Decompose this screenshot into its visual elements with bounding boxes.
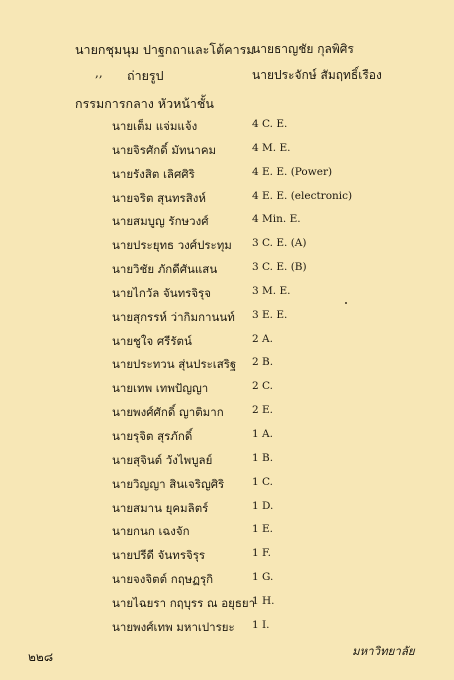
member-row <box>0 380 454 404</box>
member-class: 1 I. <box>252 618 270 631</box>
member-row <box>0 595 454 619</box>
member-name: นายวิชัย ภักดีศันแสน <box>112 262 218 277</box>
member-row <box>0 237 454 261</box>
member-name: นายชูใจ ศรีรัตน์ <box>112 333 192 348</box>
member-class: 1 A. <box>252 427 273 440</box>
member-class: 4 E. E. (electronic) <box>252 189 353 202</box>
header-row-photography <box>0 66 454 86</box>
header-activity-label: นายกชุมนุม ปาฐกถาและโต้คารม <box>75 42 255 57</box>
member-row <box>0 619 454 643</box>
member-class: 3 M. E. <box>252 284 291 297</box>
member-class: 1 B. <box>252 451 274 464</box>
header-row-activities <box>0 40 454 60</box>
member-name: นายประยุทธ วงศ์ประทุม <box>112 238 232 253</box>
member-row <box>0 166 454 190</box>
member-class: 1 F. <box>252 547 272 560</box>
member-row <box>0 285 454 309</box>
member-row <box>0 333 454 357</box>
member-class: 2 A. <box>252 332 273 345</box>
member-row <box>0 190 454 214</box>
member-name: นายสุกรรห์ ว่ากิมกานนท์ <box>112 309 235 324</box>
member-name: นายไฉยรา กฤบุรร ณ อยุธยา <box>112 595 256 610</box>
member-class: 3 E. E. <box>252 308 288 321</box>
member-row <box>0 213 454 237</box>
member-list <box>0 118 454 643</box>
member-name: นายสมบูญ รักษวงศ์ <box>112 214 209 229</box>
member-class: 4 M. E. <box>252 141 291 154</box>
member-row <box>0 476 454 500</box>
member-row <box>0 356 454 380</box>
member-name: นายปรีดี จันทรจิรุร <box>112 548 206 563</box>
paper-speck <box>345 302 347 304</box>
member-class: 3 C. E. (B) <box>252 261 307 274</box>
member-row <box>0 547 454 571</box>
member-name: นายประทวน สุ่นประเสริฐ <box>112 357 237 372</box>
member-name: นายพงศ์เทพ มหาเปารยะ <box>112 619 235 634</box>
member-class: 1 G. <box>252 571 274 584</box>
member-row <box>0 118 454 142</box>
member-name: นายเทพ เทพปัญญา <box>112 381 209 396</box>
member-name: นายสมาน ยุคมลิตร์ <box>112 500 209 515</box>
header-activity-person: นายธาญชัย กุลพิศิร <box>252 42 354 56</box>
member-class: 2 B. <box>252 356 274 369</box>
member-class: 1 E. <box>252 523 274 536</box>
member-row <box>0 571 454 595</box>
member-row <box>0 261 454 285</box>
member-class: 1 H. <box>252 594 275 607</box>
member-name: นายกนก เฉงจัก <box>112 524 190 539</box>
member-class: 4 Min. E. <box>252 213 301 226</box>
member-name: นายวิญญา สินเจริญศิริ <box>112 476 225 491</box>
member-name: นายจริต สุนทรสิงห์ <box>112 190 206 205</box>
member-row <box>0 142 454 166</box>
member-row <box>0 500 454 524</box>
member-name: นายรุจิต สุรภักดิ์ <box>112 428 193 443</box>
member-class: 1 D. <box>252 499 274 512</box>
section-title: กรรมการกลาง หัวหน้าชั้น <box>75 96 214 111</box>
footer-mark: มหาวิทยาลัย <box>352 644 415 658</box>
ditto-mark: ,, <box>95 66 103 80</box>
member-row <box>0 404 454 428</box>
member-class: 2 C. <box>252 380 274 393</box>
member-row <box>0 428 454 452</box>
member-name: นายพงศ์ศักดิ์ ญาติมาก <box>112 405 224 420</box>
member-name: นายจงจิตต์ กฤษฏรุกิ <box>112 572 214 587</box>
member-class: 1 C. <box>252 475 274 488</box>
member-class: 4 E. E. (Power) <box>252 165 333 178</box>
member-class: 2 E. <box>252 404 274 417</box>
member-row <box>0 452 454 476</box>
page-number: ๒๒๘ <box>28 650 54 664</box>
member-row <box>0 523 454 547</box>
member-name: นายรังสิต เลิศศิริ <box>112 166 195 181</box>
header-photography-person: นายประจักษ์ สัมฤทธิ์เรือง <box>252 68 382 82</box>
member-name: นายจิรศักดิ์ มัทนาคม <box>112 142 217 157</box>
member-class: 3 C. E. (A) <box>252 237 307 250</box>
member-name: นายเต็ม แจ่มแจ้ง <box>112 119 198 133</box>
member-name: นายไกวัล จันทรจิรุจ <box>112 285 211 300</box>
member-name: นายสุจินต์ วังไพบูลย์ <box>112 452 213 467</box>
header-photography-label: ถ่ายรูป <box>127 68 164 83</box>
member-class: 4 C. E. <box>252 118 288 130</box>
member-row <box>0 309 454 333</box>
